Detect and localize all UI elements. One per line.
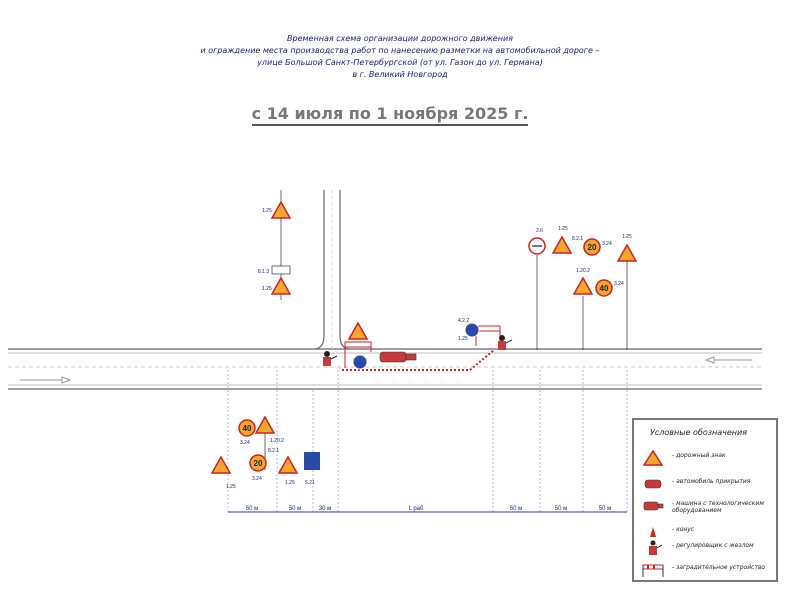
roadwork-sign-icon xyxy=(212,457,230,473)
legend-title: Условные обозначения xyxy=(650,428,748,437)
date-text: с 14 июля по 1 ноября 2025 г. xyxy=(252,104,529,126)
sign-number: 3.24 xyxy=(240,440,250,446)
roadwork-sign-icon xyxy=(279,457,297,473)
sign-number: 5.21 xyxy=(305,480,315,486)
sign-number: 1.25 xyxy=(262,286,272,292)
sign-number: 8.2.1 xyxy=(572,236,584,242)
sign-posts xyxy=(265,190,627,470)
sign-number: 1.25 xyxy=(226,484,236,490)
distance-label: L раб xyxy=(408,506,424,512)
distance-label: 30 м xyxy=(318,506,332,512)
warning-signs xyxy=(212,202,636,473)
sign-number: 4.2.2 xyxy=(458,318,470,324)
distance-plate-icon xyxy=(272,266,290,274)
distance-label: 50 м xyxy=(554,506,568,512)
legend xyxy=(632,418,778,582)
detour-sign-icon xyxy=(465,323,479,337)
distance-label: 50 м xyxy=(288,506,302,512)
legend-label: - конус xyxy=(672,526,695,533)
barrier-right xyxy=(476,326,500,346)
roadwork-sign-icon xyxy=(642,450,664,466)
sign-number: 1.25 xyxy=(285,480,295,486)
speed-value: 40 xyxy=(599,284,609,293)
measure-lines xyxy=(228,370,627,512)
side-street xyxy=(314,190,350,349)
direction-arrow-left xyxy=(706,357,752,363)
narrowing-sign-icon xyxy=(574,278,592,294)
sign-number: 1.25 xyxy=(622,234,632,240)
legend-label: - заградительное устройство xyxy=(672,564,766,571)
header-line-1: Временная схема организации дорожного движения xyxy=(287,34,513,43)
distance-label: 50 м xyxy=(245,506,259,512)
detour-sign-icon xyxy=(353,355,367,369)
legend-label: - дорожный знак xyxy=(672,452,726,459)
distance-label: 50 м xyxy=(509,506,523,512)
legend-label: - автомобиль прикрытия xyxy=(672,478,751,485)
header-line-4: в г. Великий Новгород xyxy=(352,70,448,79)
sign-number: 1.25 xyxy=(262,208,272,214)
barrier-icon xyxy=(642,562,664,578)
legend-label: - регулировщик с жезлом xyxy=(672,542,754,549)
sign-number: 1.25 xyxy=(558,226,568,232)
narrowing-sign-icon xyxy=(256,417,274,433)
roadwork-sign-icon xyxy=(618,245,636,261)
legend-label: - машина с технологическим оборудованием xyxy=(672,500,764,514)
sign-number: 8.2.1 xyxy=(268,448,280,454)
sign-number: 3.24 xyxy=(614,281,624,287)
distance-label: 50 м xyxy=(598,506,612,512)
traffic-controller-icon xyxy=(642,540,664,556)
sign-number: 3.24 xyxy=(252,476,262,482)
speed-signs xyxy=(239,239,612,471)
sign-number: 1.20.2 xyxy=(270,438,284,444)
header-line-2: и ограждение места производства работ по нанесению разметки на автомобильной дороге – xyxy=(200,46,600,55)
roadwork-sign-icon xyxy=(272,202,290,218)
sign-number: 1.25 xyxy=(458,336,468,342)
cover-vehicle-icon xyxy=(642,476,664,492)
speed-value: 40 xyxy=(242,424,252,433)
speed-value: 20 xyxy=(587,243,597,252)
sign-number: 2.6 xyxy=(536,228,543,234)
lane-sign-icon xyxy=(304,452,320,470)
traffic-controller-right xyxy=(498,335,512,350)
sign-number: 1.20.2 xyxy=(576,268,590,274)
roadwork-sign-icon xyxy=(272,278,290,294)
roadwork-sign-icon xyxy=(349,323,367,339)
cone-icon xyxy=(642,524,664,540)
sign-number: 3.24 xyxy=(602,241,612,247)
direction-arrow-right xyxy=(20,377,70,383)
header-line-3: улице Большой Санкт-Петербургской (от ул. Газон до ул. Германа) xyxy=(257,58,543,67)
cover-vehicle xyxy=(380,352,406,362)
speed-value: 20 xyxy=(253,459,263,468)
sign-number: 8.1.3 xyxy=(258,269,270,275)
tech-vehicle xyxy=(406,354,416,360)
roadwork-sign-icon xyxy=(553,237,571,253)
tech-vehicle-icon xyxy=(642,498,664,514)
